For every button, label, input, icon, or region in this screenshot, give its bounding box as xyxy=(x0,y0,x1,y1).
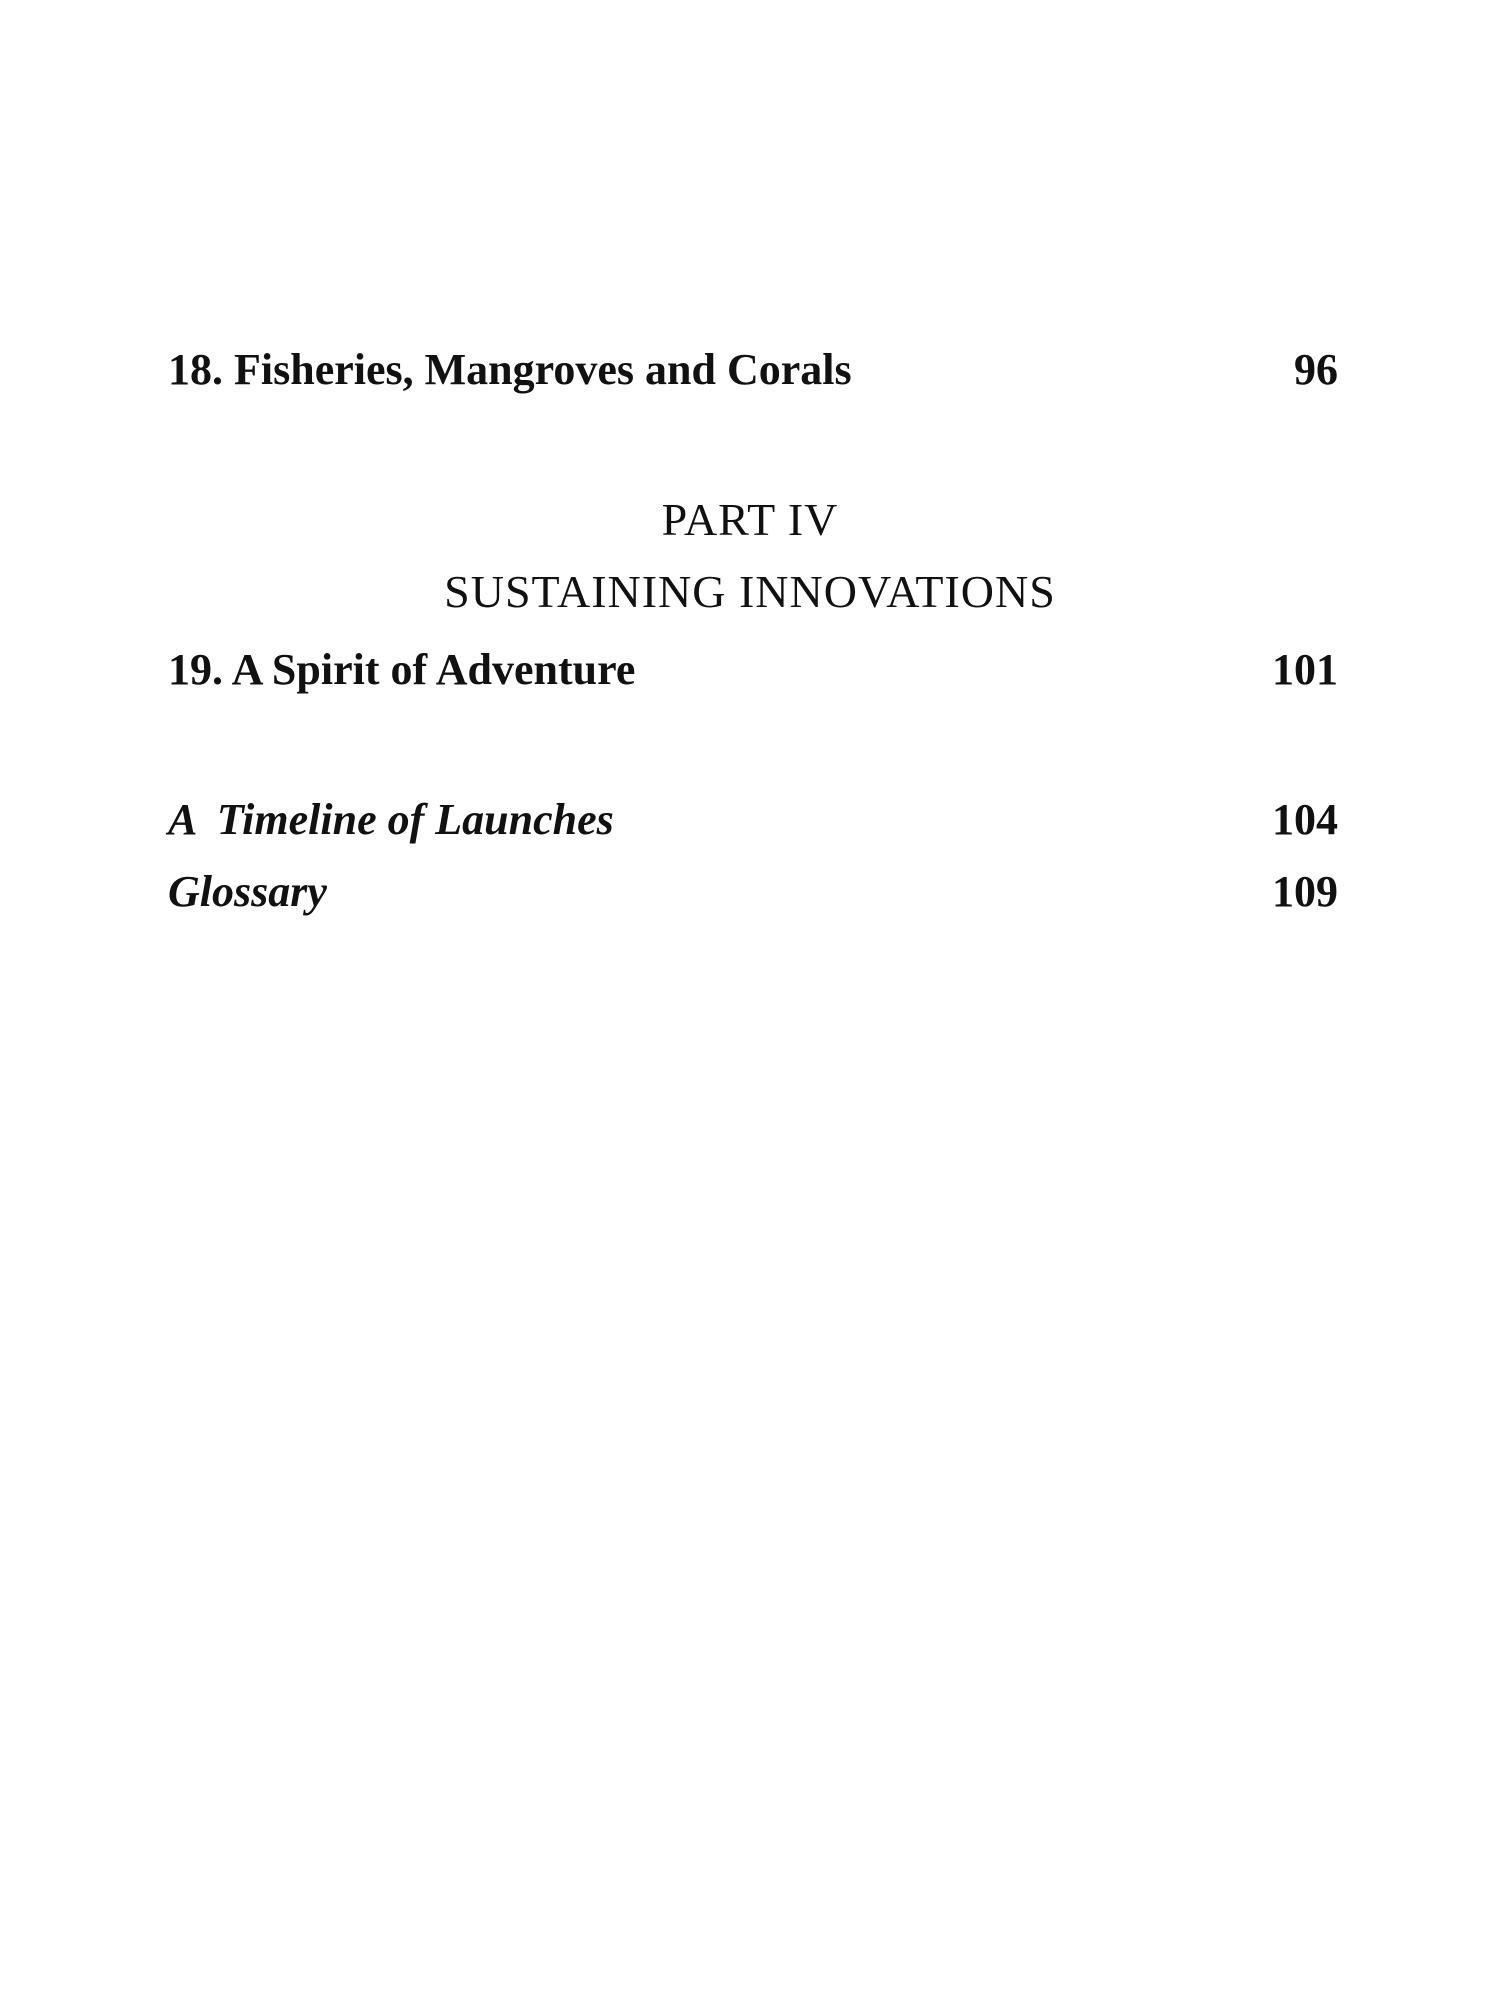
toc-entry-page-number: 104 xyxy=(1272,795,1338,844)
part-title: SUSTAINING INNOVATIONS xyxy=(444,566,1056,617)
toc-entry-title: 18. Fisheries, Mangroves and Corals xyxy=(168,345,852,394)
toc-entry-title: Glossary xyxy=(168,867,327,916)
toc-entry-page-number: 96 xyxy=(1294,345,1338,394)
toc-entry-title: 19. A Spirit of Adventure xyxy=(168,645,636,694)
toc-entry-page-number: 109 xyxy=(1272,867,1338,916)
toc-entry-glossary xyxy=(168,862,1338,922)
toc-entry-page-number: 101 xyxy=(1272,645,1338,694)
toc-entry-title: A Timeline of Launches xyxy=(168,795,614,844)
toc-entry-19 xyxy=(168,640,1338,700)
toc-entry-18 xyxy=(168,340,1338,400)
toc-entry-timeline xyxy=(168,790,1338,850)
part-label: PART IV xyxy=(661,494,839,545)
